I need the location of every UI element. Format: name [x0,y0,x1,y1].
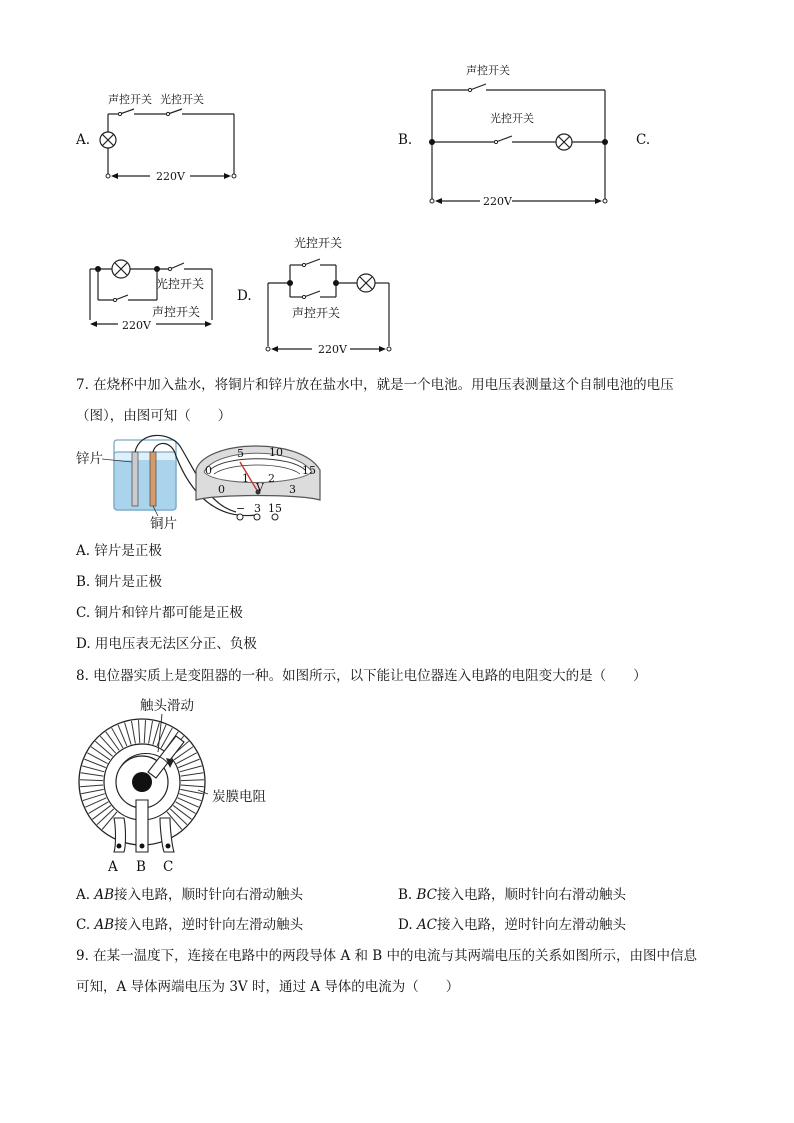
q6-b-voltage-label: 220V [483,195,512,208]
q7-scale-top-0: 0 [205,464,212,477]
q6-b-light-switch-label: 光控开关 [490,112,534,125]
q6-option-c-letter: C. [636,132,651,148]
q7-scale-bottom-2: 2 [268,472,275,485]
q8-option-a [76,886,303,904]
q7-terminal-neg: − [236,502,246,515]
q7-terminal-15: 15 [268,502,282,515]
q7-scale-top-15: 15 [302,464,316,477]
q8-option-b-letter: B. [398,887,413,903]
q8-terminal-b: B [136,859,146,875]
q8-stem: 8. 电位器实质上是变阻器的一种。如图所示，以下能让电位器连入电路的电阻变大的是（ ） [76,668,647,684]
q7-voltmeter-unit: V [256,481,264,494]
q6-option-a-letter: A. [76,132,91,148]
q7-scale-bottom-1: 1 [242,472,249,485]
q6-option-d-letter: D. [237,288,252,304]
q7-scale-bottom-3: 3 [289,483,296,496]
q6-b-sound-switch-label: 声控开关 [466,64,510,77]
q6-d-light-switch-label: 光控开关 [294,236,343,250]
q8-option-a-text: 接入电路，顺时针向右滑动触头 [114,887,304,903]
q6-d-voltage-label: 220V [318,343,347,356]
q8-terminal-a: A [108,859,118,875]
q8-option-c-text: 接入电路，逆时针向左滑动触头 [114,917,304,933]
q8-option-c-letter: C. [76,917,91,933]
q6-c-sound-switch-label: 声控开关 [152,305,201,319]
q8-option-b-pair: BC [416,887,438,903]
q8-option-c [76,916,303,934]
q7-stem-line2: （图），由图可知（ ） [76,408,232,424]
q8-film-label: 炭膜电阻 [212,789,266,805]
q8-option-b-text: 接入电路，顺时针向右滑动触头 [437,887,627,903]
q7-stem-line1: 7. 在烧杯中加入盐水，将铜片和锌片放在盐水中，就是一个电池。用电压表测量这个自制电池的电压 [76,377,674,393]
q6-a-light-switch-label: 光控开关 [160,93,204,106]
q7-scale-top-5: 5 [237,447,244,460]
q6-a-sound-switch-label: 声控开关 [108,93,152,106]
q6-d-sound-switch-label: 声控开关 [292,306,341,320]
q8-option-a-pair: AB [94,887,115,903]
q6-c-voltage-label: 220V [122,319,151,332]
q8-terminal-c: C [163,859,174,875]
q7-zinc-label: 锌片 [76,451,103,467]
q7-terminal-3: 3 [254,502,261,515]
q7-copper-label: 铜片 [150,516,177,532]
q7-option-b: B. 铜片是正极 [76,574,163,590]
q7-option-a: A. 锌片是正极 [76,543,162,559]
q7-option-c: C. 铜片和锌片都可能是正极 [76,605,243,621]
q6-c-light-switch-label: 光控开关 [156,277,205,291]
q8-option-d-letter: D. [398,917,413,933]
q6-a-voltage-label: 220V [156,170,185,183]
q6-option-b-letter: B. [398,132,413,148]
q8-option-d-text: 接入电路，逆时针向左滑动触头 [437,917,627,933]
q8-option-d [398,916,626,934]
q8-option-b [398,886,626,904]
q8-option-a-letter: A. [76,887,91,903]
q8-option-c-pair: AB [94,917,115,933]
q9-stem-line1: 9. 在某一温度下，连接在电路中的两段导体 A 和 B 中的电流与其两端电压的关系如图所示，由图中信息 [76,948,698,964]
q7-scale-top-10: 10 [269,446,283,459]
q7-scale-bottom-0: 0 [218,483,225,496]
q8-slider-label: 触头滑动 [140,698,194,714]
q9-stem-line2: 可知，A 导体两端电压为 3V 时，通过 A 导体的电流为（ ） [76,979,460,995]
q7-option-d: D. 用电压表无法区分正、负极 [76,636,257,652]
q8-option-d-pair: AC [416,917,438,933]
